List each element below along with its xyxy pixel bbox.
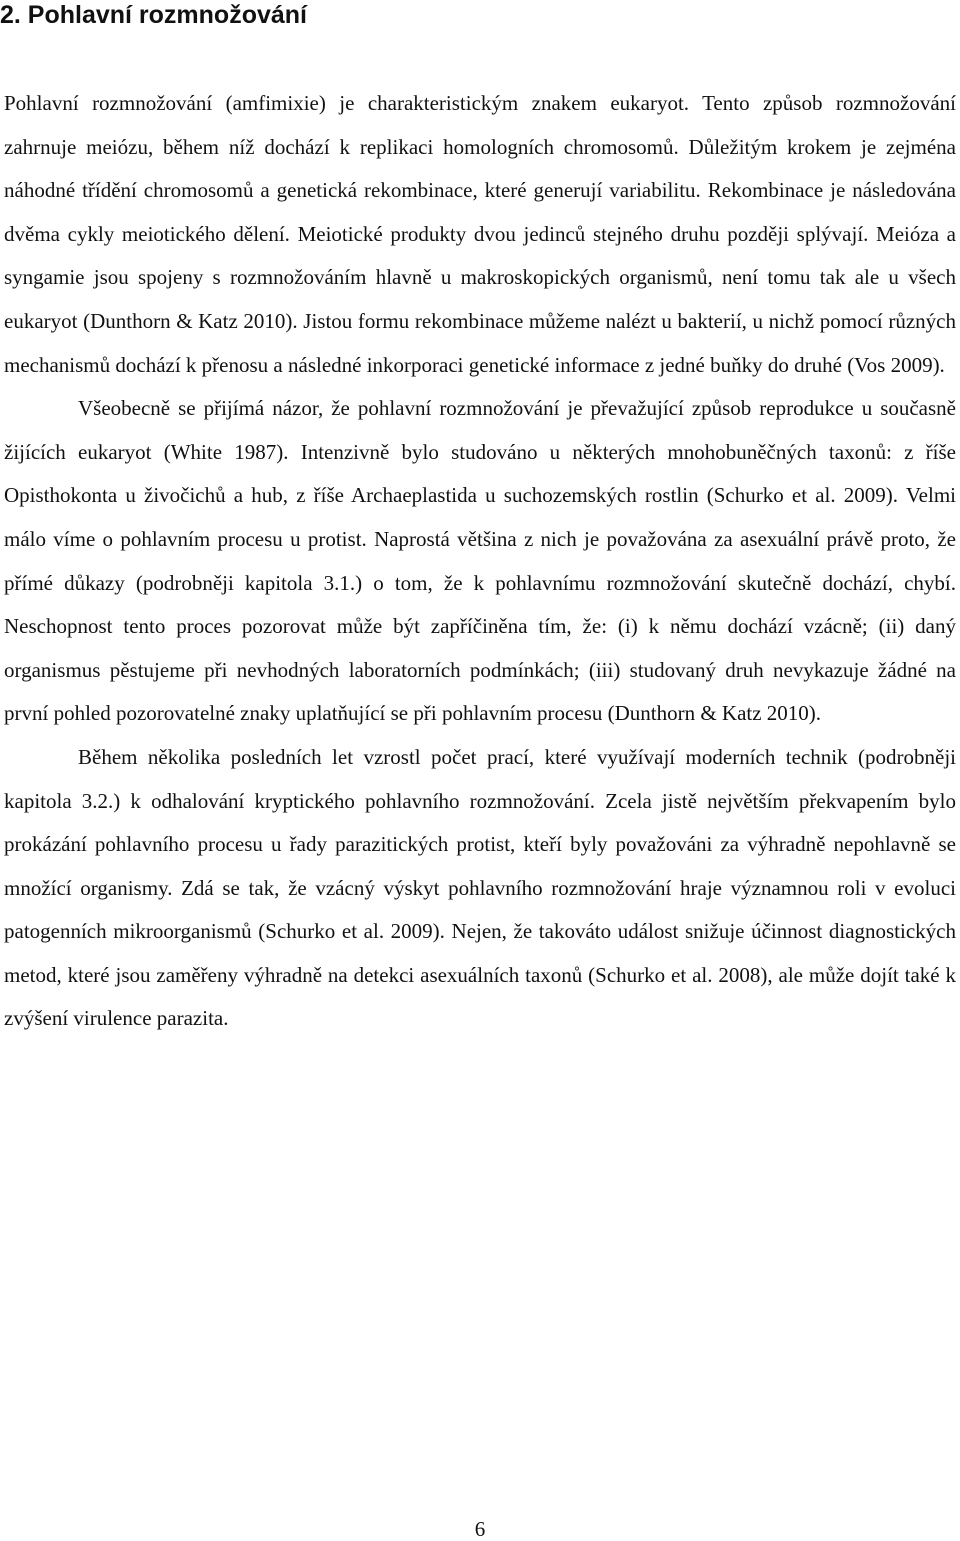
- page-number: 6: [474, 1517, 486, 1541]
- section-heading: 2. Pohlavní rozmnožování: [0, 1, 307, 29]
- paragraph-1: Pohlavní rozmnožování (amfimixie) je charakteristickým znakem eukaryot. Tento způsob rozmnožování zahrnuje meiózu, během níž dochází k replikaci homologních chromosomů. Důležitým krokem je zejména náhodné třídění chromosomů a genetická rekombinace, které generují variabilitu. Rekombinace je následována dvěma cykly meiotického dělení. Meiotické produkty dvou jedinců stejného druhu později splývají. Meióza a syngamie jsou spojeny s rozmnožováním hlavně u makroskopických organismů, není tomu tak ale u všech eukaryot (Dunthorn & Katz 2010). Jistou formu rekombinace můžeme nalézt u bakterií, u nichž pomocí různých mechanismů dochází k přenosu a následné inkorporaci genetické informace z jedné buňky do druhé (Vos 2009).: [4, 91, 956, 377]
- paragraph-3: Během několika posledních let vzrostl počet prací, které využívají moderních technik (podrobněji kapitola 3.2.) k odhalování kryptického pohlavního rozmnožování. Zcela jistě největším překvapením bylo prokázání pohlavního procesu u řady parazitických protist, kteří byly považováni za výhradně nepohlavně se množící organismy. Zdá se tak, že vzácný výskyt pohlavního rozmnožování hraje významnou roli v evoluci patogenních mikroorganismů (Schurko et al. 2009). Nejen, že takováto událost snižuje účinnost diagnostických metod, které jsou zaměřeny výhradně na detekci asexuálních taxonů (Schurko et al. 2008), ale může dojít také k zvýšení virulence parazita.: [4, 744, 956, 1031]
- body-text: [4, 82, 956, 1041]
- paragraph-2: Všeobecně se přijímá názor, že pohlavní rozmnožování je převažující způsob reprodukce u současně žijících eukaryot (White 1987). Intenzivně bylo studováno u některých mnohobuněčných taxonů: z říše Opisthokonta u živočichů a hub, z říše Archaeplastida u suchozemských rostlin (Schurko et al. 2009). Velmi málo víme o pohlavním procesu u protist. Naprostá většina z nich je považována za asexuální právě proto, že přímé důkazy (podrobněji kapitola 3.1.) o tom, že k pohlavnímu rozmnožování skutečně dochází, chybí. Neschopnost tento proces pozorovat může být zapříčiněna tím, že: (i) k němu dochází vzácně; (ii) daný organismus pěstujeme při nevhodných laboratorních podmínkách; (iii) studovaný druh nevykazuje žádné na první pohled pozorovatelné znaky uplatňující se při pohlavním procesu (Dunthorn & Katz 2010).: [4, 396, 956, 726]
